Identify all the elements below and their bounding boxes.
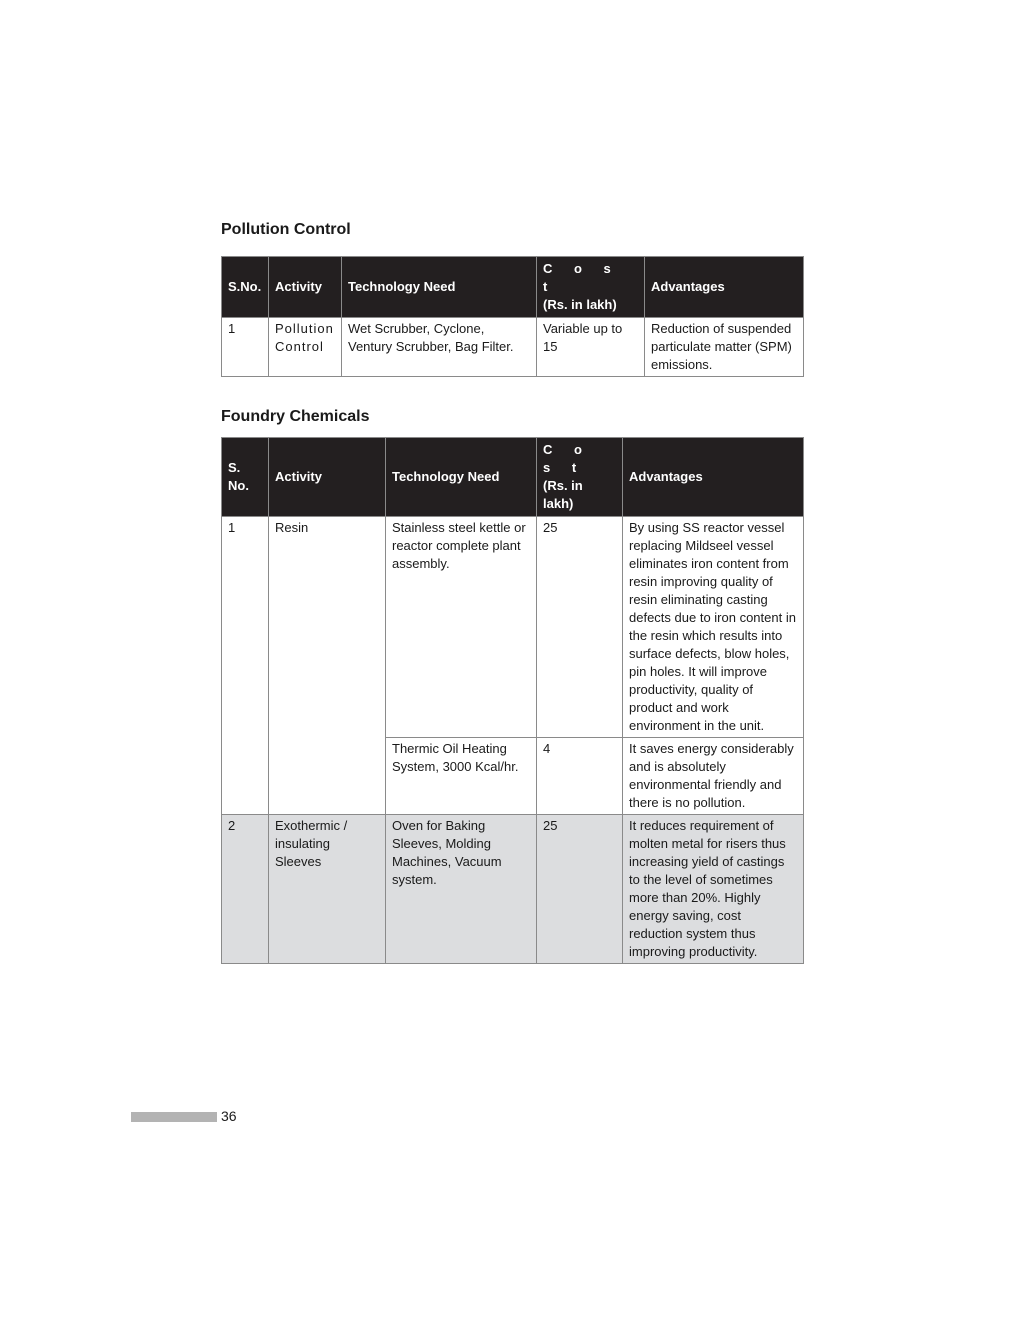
header-activity: Activity	[269, 438, 386, 517]
header-cost-label: C o s t	[543, 442, 591, 475]
cell-activity: Resin	[269, 517, 386, 815]
cell-sno: 1	[222, 517, 269, 815]
cell-cost: Variable up to 15	[537, 318, 645, 377]
header-cost	[537, 438, 623, 517]
cell-technology-need: Thermic Oil Heating System, 3000 Kcal/hr.	[386, 738, 537, 815]
table-header-row	[222, 438, 804, 517]
cell-technology-need: Wet Scrubber, Cyclone, Ventury Scrubber, Bag Filter.	[342, 318, 537, 377]
header-cost-label: C o s t	[543, 261, 620, 294]
header-cost-unit: (Rs. in lakh)	[543, 297, 617, 312]
cell-activity: Pollution Control	[269, 318, 342, 377]
cell-advantages: By using SS reactor vessel replacing Mildseel vessel eliminates iron content from resin improving quality of resin eliminating casting defects due to iron content in the resin which results into surface defects, blow holes, pin holes. It will improve productivity, quality of product and work environment in the unit.	[623, 517, 804, 738]
cell-advantages: It saves energy considerably and is absolutely environmental friendly and there is no pollution.	[623, 738, 804, 815]
cell-advantages: Reduction of suspended particulate matter (SPM) emissions.	[645, 318, 804, 377]
cell-cost: 25	[537, 517, 623, 738]
table-row	[222, 815, 804, 964]
header-sno: S.No.	[222, 257, 269, 318]
cell-sno: 2	[222, 815, 269, 964]
pollution-control-table	[221, 256, 804, 377]
header-sno: S. No.	[222, 438, 269, 517]
cell-technology-need: Stainless steel kettle or reactor complete plant assembly.	[386, 517, 537, 738]
cell-cost: 4	[537, 738, 623, 815]
header-technology-need: Technology Need	[342, 257, 537, 318]
cell-technology-need: Oven for Baking Sleeves, Molding Machines, Vacuum system.	[386, 815, 537, 964]
header-technology-need: Technology Need	[386, 438, 537, 517]
section-title-pollution-control: Pollution Control	[221, 221, 351, 238]
header-cost-unit: (Rs. in lakh)	[543, 478, 583, 511]
cell-cost: 25	[537, 815, 623, 964]
header-advantages: Advantages	[623, 438, 804, 517]
table-header-row	[222, 257, 804, 318]
header-advantages: Advantages	[645, 257, 804, 318]
header-cost	[537, 257, 645, 318]
page-number: 36	[221, 1108, 237, 1124]
cell-activity: Exothermic / insulating Sleeves	[269, 815, 386, 964]
section-title-foundry-chemicals: Foundry Chemicals	[221, 408, 370, 425]
foundry-chemicals-table	[221, 437, 804, 964]
table-row	[222, 517, 804, 738]
header-activity: Activity	[269, 257, 342, 318]
cell-sno: 1	[222, 318, 269, 377]
footer-bar	[131, 1112, 217, 1122]
table-row	[222, 318, 804, 377]
cell-advantages: It reduces requirement of molten metal for risers thus increasing yield of castings to the level of sometimes more than 20%. Highly energy saving, cost reduction system thus improving productivity.	[623, 815, 804, 964]
